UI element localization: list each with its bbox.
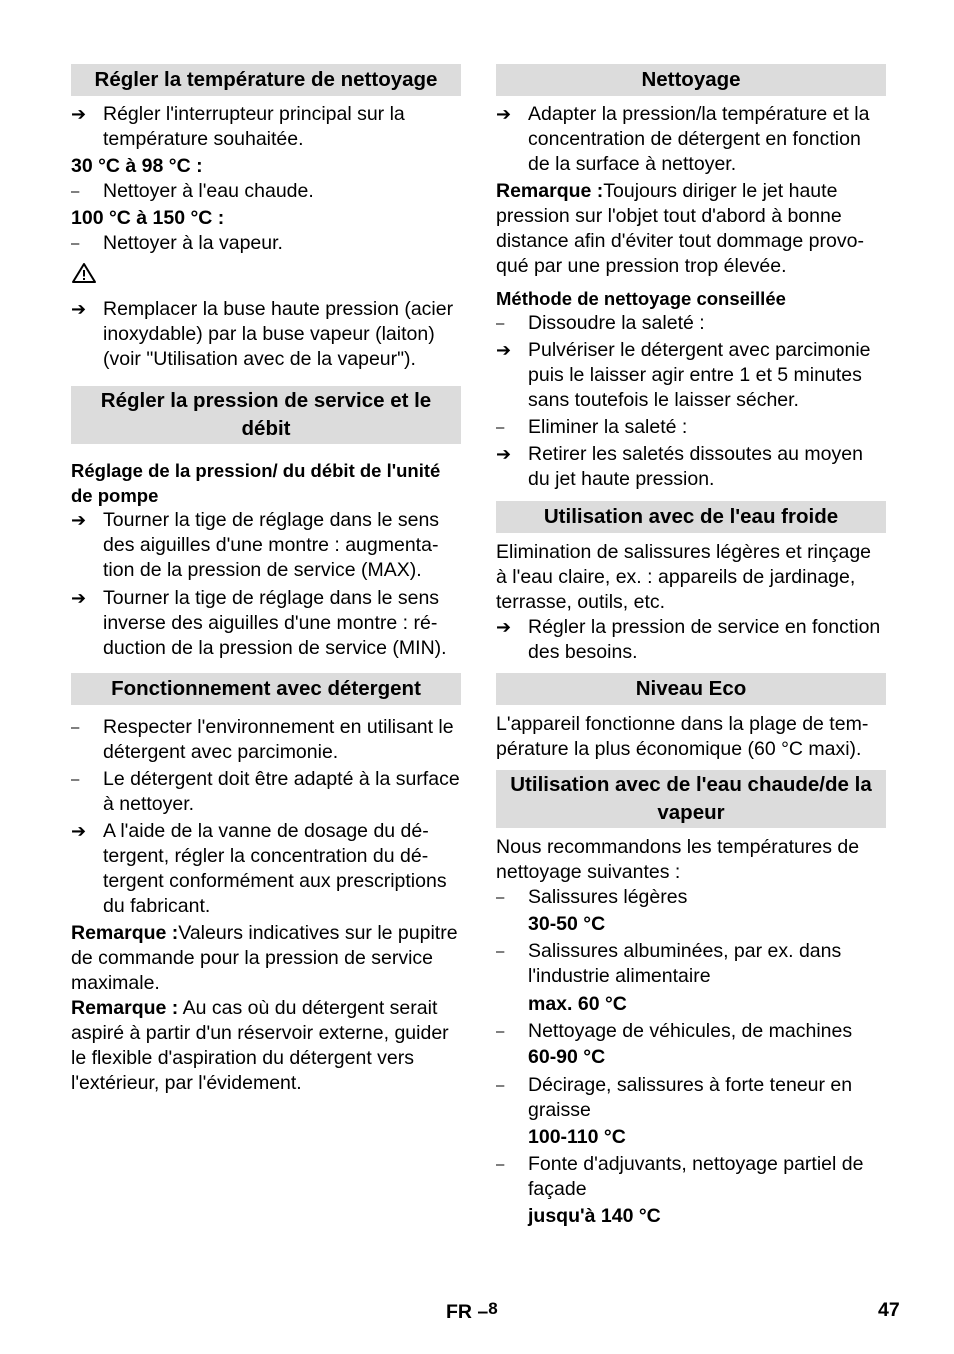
temp-list-item: – Fonte d'adjuvants, nettoyage partiel de façade (496, 1153, 864, 1200)
temp-list-item: – Salissures légères (496, 886, 688, 908)
arrow-right-icon: ➔ (71, 588, 87, 608)
arrow-right-icon: ➔ (71, 104, 87, 124)
arrow-right-icon: ➔ (496, 104, 512, 124)
heading-temperature: Régler la température de nettoyage (71, 64, 461, 96)
instruction-item: ➔ Régler l'interrupteur principal sur la température souhaitée. (71, 103, 405, 150)
left-column (71, 64, 461, 1096)
heading-pressure: Régler la pression de service et le débit (71, 386, 461, 444)
dash-bullet: – (496, 315, 505, 332)
arrow-right-icon: ➔ (71, 299, 87, 319)
dash-bullet: – (496, 419, 505, 436)
dash-bullet: – (496, 1023, 505, 1040)
dash-bullet: – (496, 943, 505, 960)
subheading-pump: Réglage de la pression/ du débit de l'unité de pompe (71, 460, 441, 506)
paragraph: L'appareil fonctionne dans la plage de température la plus économique (60 °C maxi). (496, 713, 869, 760)
temp-value: 60-90 °C (528, 1046, 606, 1068)
dash-bullet: – (496, 889, 505, 906)
heading-cleaning: Nettoyage (496, 64, 886, 96)
note-paragraph: Remarque : Au cas où du détergent serait aspiré à partir d'un réservoir externe, guider le flexible d'aspiration du détergent vers l'extérieur, par l'évidement. (71, 997, 449, 1094)
heading-hot-water-steam: Utilisation avec de l'eau chaude/de la vapeur (496, 770, 886, 828)
paragraph: Nous recommandons les températures de nettoyage suivantes : (496, 836, 860, 883)
instruction-item: ➔ Retirer les saletés dissoutes au moyen du jet haute pression. (496, 443, 863, 490)
instruction-item: ➔ A l'aide de la vanne de dosage du détergent, régler la concentration du détergent conformément aux prescriptions du fabricant. (71, 820, 447, 917)
temp-list-item: – Salissures albuminées, par ex. dans l'industrie alimentaire (496, 940, 842, 987)
heading-detergent: Fonctionnement avec détergent (71, 673, 461, 705)
temp-value: jusqu'à 140 °C (528, 1205, 661, 1227)
warning-triangle-icon (71, 262, 97, 284)
arrow-right-icon: ➔ (496, 340, 512, 360)
instruction-item: ➔ Adapter la pression/la température et la concentration de détergent en fonction de la surface à nettoyer. (496, 103, 870, 175)
heading-eco-level: Niveau Eco (496, 673, 886, 705)
heading-cold-water: Utilisation avec de l'eau froide (496, 501, 886, 533)
instruction-item: ➔ Tourner la tige de réglage dans le sens des aiguilles d'une montre : augmentation de la pression de service (MAX). (71, 509, 440, 581)
subheading-method: Méthode de nettoyage conseillée (496, 288, 786, 309)
dash-bullet: – (71, 719, 80, 736)
arrow-right-icon: ➔ (71, 510, 87, 530)
dash-bullet: – (496, 1077, 505, 1094)
note-paragraph: Remarque :Toujours diriger le jet haute pression sur l'objet tout d'abord à bonne distance afin d'éviter tout dommage provoqué par une pression trop élevée. (496, 180, 864, 277)
note-paragraph: Remarque :Valeurs indicatives sur le pupitre de commande pour la pression de service maximale. (71, 922, 458, 994)
arrow-right-icon: ➔ (71, 821, 87, 841)
temp-list-item: – Nettoyage de véhicules, de machines (496, 1020, 853, 1042)
instruction-item: ➔ Tourner la tige de réglage dans le sens inverse des aiguilles d'une montre : réduction de la pression de service (MIN). (71, 587, 447, 659)
dash-bullet: – (496, 1156, 505, 1173)
temp-value: 100-110 °C (528, 1126, 626, 1148)
temp-range-hot-water: 30 °C à 98 °C : (71, 155, 203, 177)
dash-bullet: – (71, 235, 80, 252)
paragraph: Elimination de salissures légères et rinçage à l'eau claire, ex. : appareils de jardinage, terrasse, outils, etc. (496, 541, 872, 613)
temp-value: 30-50 °C (528, 913, 606, 935)
list-item: – Le détergent doit être adapté à la surface à nettoyer. (71, 768, 460, 815)
dash-bullet: – (71, 771, 80, 788)
temp-value: max. 60 °C (528, 993, 627, 1015)
footer-language-section: FR –$^8$ (446, 1299, 498, 1323)
temp-range-steam: 100 °C à 150 °C : (71, 207, 225, 229)
list-item: – Eliminer la saleté : (496, 416, 688, 438)
page-number: 47 (878, 1299, 900, 1321)
instruction-item: ➔ Remplacer la buse haute pression (acier inoxydable) par la buse vapeur (laiton) (voir "Utilisation avec de la vapeur"). (71, 298, 454, 370)
right-column (496, 64, 886, 1229)
instruction-item: ➔ Pulvériser le détergent avec parcimonie puis le laisser agir entre 1 et 5 minutes sans toutefois le laisser sécher. (496, 339, 871, 411)
dash-bullet: – (71, 183, 80, 200)
list-item: – Nettoyer à la vapeur. (71, 232, 283, 254)
arrow-right-icon: ➔ (496, 444, 512, 464)
list-item: – Nettoyer à l'eau chaude. (71, 180, 314, 202)
instruction-item: ➔ Régler la pression de service en fonction des besoins. (496, 616, 881, 663)
list-item: – Respecter l'environnement en utilisant le détergent avec parcimonie. (71, 716, 454, 763)
list-item: – Dissoudre la saleté : (496, 312, 705, 334)
arrow-right-icon: ➔ (496, 617, 512, 637)
temp-list-item: – Décirage, salissures à forte teneur en graisse (496, 1074, 853, 1121)
